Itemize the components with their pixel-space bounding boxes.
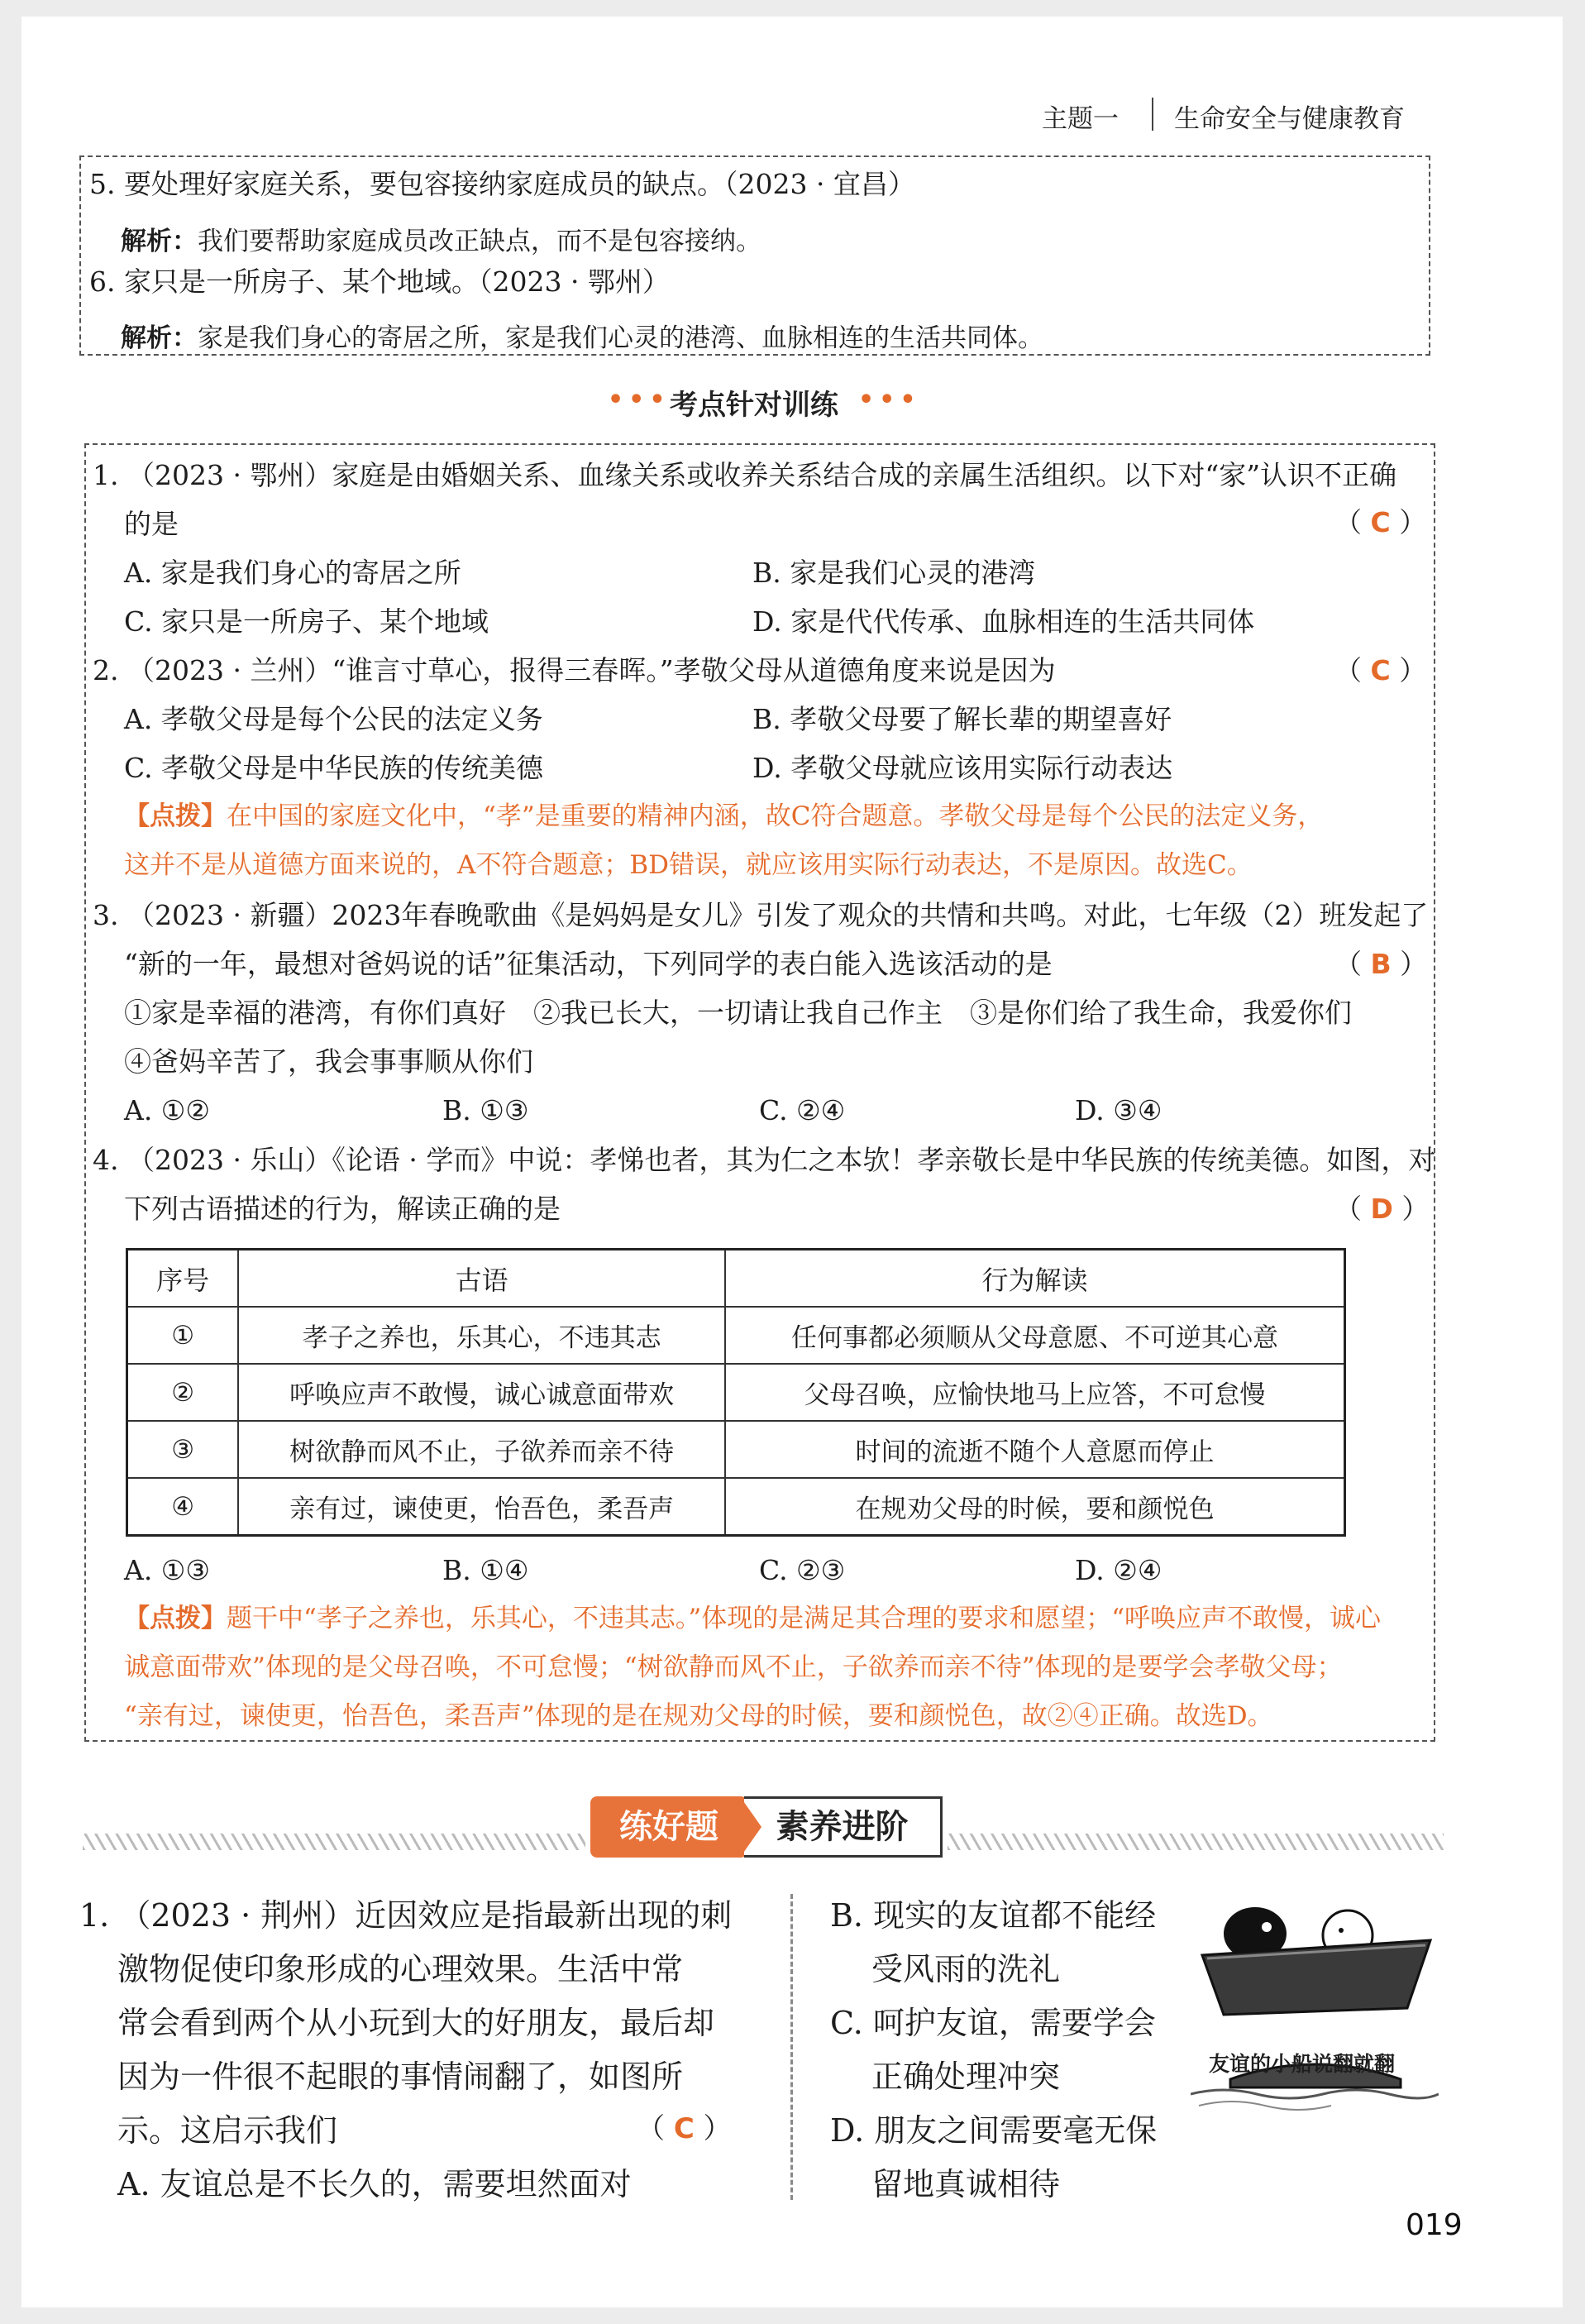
q3-option-c: C. ②④ (759, 1094, 846, 1126)
q3-option-a: A. ①② (124, 1094, 210, 1126)
s2-q1-line3: 常会看到两个从小玩到大的好朋友，最后却 (117, 2005, 715, 2041)
table-row (127, 1307, 1345, 1364)
banner-arrow (740, 1796, 761, 1858)
q2-tip-line1 (124, 801, 1324, 831)
table-header-cell: 行为解读 (725, 1250, 1344, 1308)
friendship-boat-illustration (1191, 1884, 1439, 2132)
title-dots-right: ••• (858, 385, 921, 414)
practice-box (84, 443, 1435, 1742)
tip-tag: 【点拨】 (124, 801, 227, 831)
table-cell: ① (127, 1307, 239, 1364)
q2-stem: 2. （2023 · 兰州）“谁言寸草心，报得三春晖。”孝敬父母从道德角度来说是因为 (93, 654, 1056, 686)
s2-q1-answer: C (673, 2112, 695, 2145)
table-cell: 亲有过，谏使更，怡吾色，柔吾声 (238, 1478, 725, 1536)
table-cell: 父母召唤，应愉快地马上应答，不可怠慢 (725, 1364, 1344, 1421)
banner-label-left: 练好题 (590, 1796, 747, 1858)
s2-q1-option-b-line1: B. 现实的友谊都不能经 (830, 1897, 1157, 1934)
q3-answer-bracket: （ B ） (1334, 948, 1428, 980)
s2-q1-option-b-line2: 受风雨的洗礼 (871, 1951, 1061, 1987)
review-analysis-5 (121, 220, 761, 257)
s2-q1-line5: 示。这启示我们 (117, 2112, 338, 2149)
table-row (127, 1421, 1345, 1478)
title-dots-left: ••• (608, 385, 671, 414)
q4-stem-line1: 4. （2023 · 乐山）《论语 · 学而》中说：孝悌也者，其为仁之本欤！孝亲敬长是中华民族的传统美德。如图，对 (93, 1144, 1436, 1176)
table-cell: ② (127, 1364, 239, 1421)
review-analysis-6 (121, 317, 1043, 354)
q2-answer-bracket: （ C ） (1334, 654, 1427, 686)
table-header-cell: 古语 (238, 1250, 725, 1308)
header-divider (1152, 98, 1153, 131)
banner-hatch-right (948, 1834, 1444, 1850)
q4-option-d: D. ②④ (1075, 1554, 1162, 1586)
q4-tip-line1 (124, 1606, 1381, 1632)
q4-table (126, 1248, 1346, 1537)
table-cell: 孝子之养也，乐其心，不违其志 (238, 1307, 725, 1364)
q3-option-b: B. ①③ (442, 1094, 529, 1126)
table-cell: 呼唤应声不敢慢，诚心诚意面带欢 (238, 1364, 725, 1421)
q2-option-c: C. 孝敬父母是中华民族的传统美德 (124, 752, 544, 784)
column-divider (790, 1894, 793, 2200)
q4-option-b: B. ①④ (442, 1554, 529, 1586)
s2-q1-option-d-line1: D. 朋友之间需要毫无保 (830, 2112, 1158, 2149)
analysis-label: 解析： (121, 227, 198, 256)
table-row (127, 1478, 1345, 1536)
tip-tag: 【点拨】 (124, 1604, 227, 1633)
q3-stem-line2: “新的一年，最想对爸妈说的话”征集活动，下列同学的表白能入选该活动的是 (124, 948, 1053, 980)
q4-answer: D (1370, 1193, 1393, 1225)
q3-stem-line1: 3. （2023 · 新疆）2023年春晚歌曲《是妈妈是女儿》引发了观众的共情和共鸣。对此，七年级（2）班发起了 (93, 899, 1429, 931)
table-cell: 时间的流逝不随个人意愿而停止 (725, 1421, 1344, 1478)
s2-q1-answer-bracket: （ C ） (637, 2112, 732, 2145)
q2-option-d: D. 孝敬父母就应该用实际行动表达 (752, 752, 1173, 784)
q1-option-d: D. 家是代代传承、血脉相连的生活共同体 (752, 605, 1255, 638)
review-item-5: 5. 要处理好家庭关系，要包容接纳家庭成员的缺点。（2023 · 宜昌） (89, 168, 915, 200)
q4-tip-line2: 诚意面带欢”体现的是父母召唤，不可怠慢；“树欲静而风不止，子欲养而亲不待”体现的是要学会孝敬父母； (124, 1652, 1343, 1682)
q1-answer-bracket: （ C ） (1334, 506, 1427, 538)
review-item-6: 6. 家只是一所房子、某个地域。（2023 · 鄂州） (89, 265, 670, 298)
q4-option-c: C. ②③ (759, 1554, 846, 1586)
s2-q1-option-c-line1: C. 呵护友谊，需要学会 (830, 2005, 1156, 2041)
q4-tip-line3: “亲有过，谏使更，怡吾色，柔吾声”体现的是在规劝父母的时候，要和颜悦色，故②④正确。故选D。 (124, 1701, 1273, 1731)
tip-text: 题干中“孝子之养也，乐其心，不违其志。”体现的是满足其合理的要求和愿望；“呼唤应声不敢慢，诚心 (227, 1604, 1382, 1633)
s2-q1-option-c-line2: 正确处理冲突 (871, 2059, 1061, 2095)
tip-text: 在中国的家庭文化中，“孝”是重要的精神内涵，故C符合题意。孝敬父母是每个公民的法定义务， (227, 801, 1324, 831)
header-topic: 主题一 (1042, 104, 1119, 134)
s2-q1-line4: 因为一件很不起眼的事情闹翻了，如图所 (117, 2059, 684, 2095)
header-title: 生命安全与健康教育 (1174, 104, 1405, 134)
table-cell: 任何事都必须顺从父母意愿、不可逆其心意 (725, 1307, 1344, 1364)
table-cell: ④ (127, 1478, 239, 1536)
banner-hatch-left (83, 1834, 585, 1850)
s2-q1-option-d-line2: 留地真诚相待 (871, 2166, 1061, 2202)
table-cell: 树欲静而风不止，子欲养而亲不待 (238, 1421, 725, 1478)
banner-label-right: 素养进阶 (744, 1796, 943, 1858)
illustration-caption: 友谊的小船说翻就翻 (1209, 2052, 1396, 2076)
table-header-cell: 序号 (127, 1250, 239, 1308)
q3-option-d: D. ③④ (1075, 1094, 1162, 1126)
q3-answer: B (1370, 948, 1392, 980)
q4-answer-bracket: （ D ） (1334, 1193, 1430, 1225)
water-waves (1191, 2090, 1439, 2098)
analysis-text: 我们要帮助家庭成员改正缺点，而不是包容接纳。 (198, 227, 761, 256)
q3-choices-line2: ④爸妈辛苦了，我会事事顺从你们 (124, 1045, 533, 1078)
q1-stem-line1: 1. （2023 · 鄂州）家庭是由婚姻关系、血缘关系或收养关系结合成的亲属生活组织。以下对“家”认识不正确 (93, 459, 1397, 491)
s2-q1-line2: 激物促使印象形成的心理效果。生活中常 (117, 1951, 684, 1987)
q1-option-b: B. 家是我们心灵的港湾 (752, 557, 1036, 589)
q1-option-a: A. 家是我们身心的寄居之所 (124, 557, 461, 589)
q1-answer: C (1370, 506, 1391, 538)
q2-option-a: A. 孝敬父母是每个公民的法定义务 (124, 703, 543, 735)
q4-stem-line2: 下列古语描述的行为，解读正确的是 (124, 1193, 561, 1225)
q2-answer: C (1370, 654, 1391, 686)
q2-option-b: B. 孝敬父母要了解长辈的期望喜好 (752, 703, 1172, 735)
section-title: 考点针对训练 (670, 389, 838, 422)
analysis-label: 解析： (121, 323, 198, 353)
q3-choices-line1: ①家是幸福的港湾，有你们真好 ②我已长大，一切请让我自己作主 ③是你们给了我生命，我爱你们 (124, 997, 1352, 1029)
analysis-text: 家是我们身心的寄居之所，家是我们心灵的港湾、血脉相连的生活共同体。 (198, 323, 1043, 353)
s2-q1-line1: 1. （2023 · 荆州）近因效应是指最新出现的刺 (79, 1897, 733, 1934)
table-cell: 在规劝父母的时候，要和颜悦色 (725, 1478, 1344, 1536)
q4-option-a: A. ①③ (124, 1554, 210, 1586)
q1-option-c: C. 家只是一所房子、某个地域 (124, 605, 489, 638)
page-number: 019 (1406, 2208, 1463, 2242)
q1-stem-line2: 的是 (124, 508, 179, 540)
table-row (127, 1364, 1345, 1421)
s2-q1-option-a: A. 友谊总是不长久的，需要坦然面对 (117, 2166, 632, 2202)
table-cell: ③ (127, 1421, 239, 1478)
table-header-row (127, 1250, 1345, 1308)
q2-tip-line2: 这并不是从道德方面来说的，A不符合题意；BD错误，就应该用实际行动表达，不是原因。故选C。 (124, 850, 1253, 880)
